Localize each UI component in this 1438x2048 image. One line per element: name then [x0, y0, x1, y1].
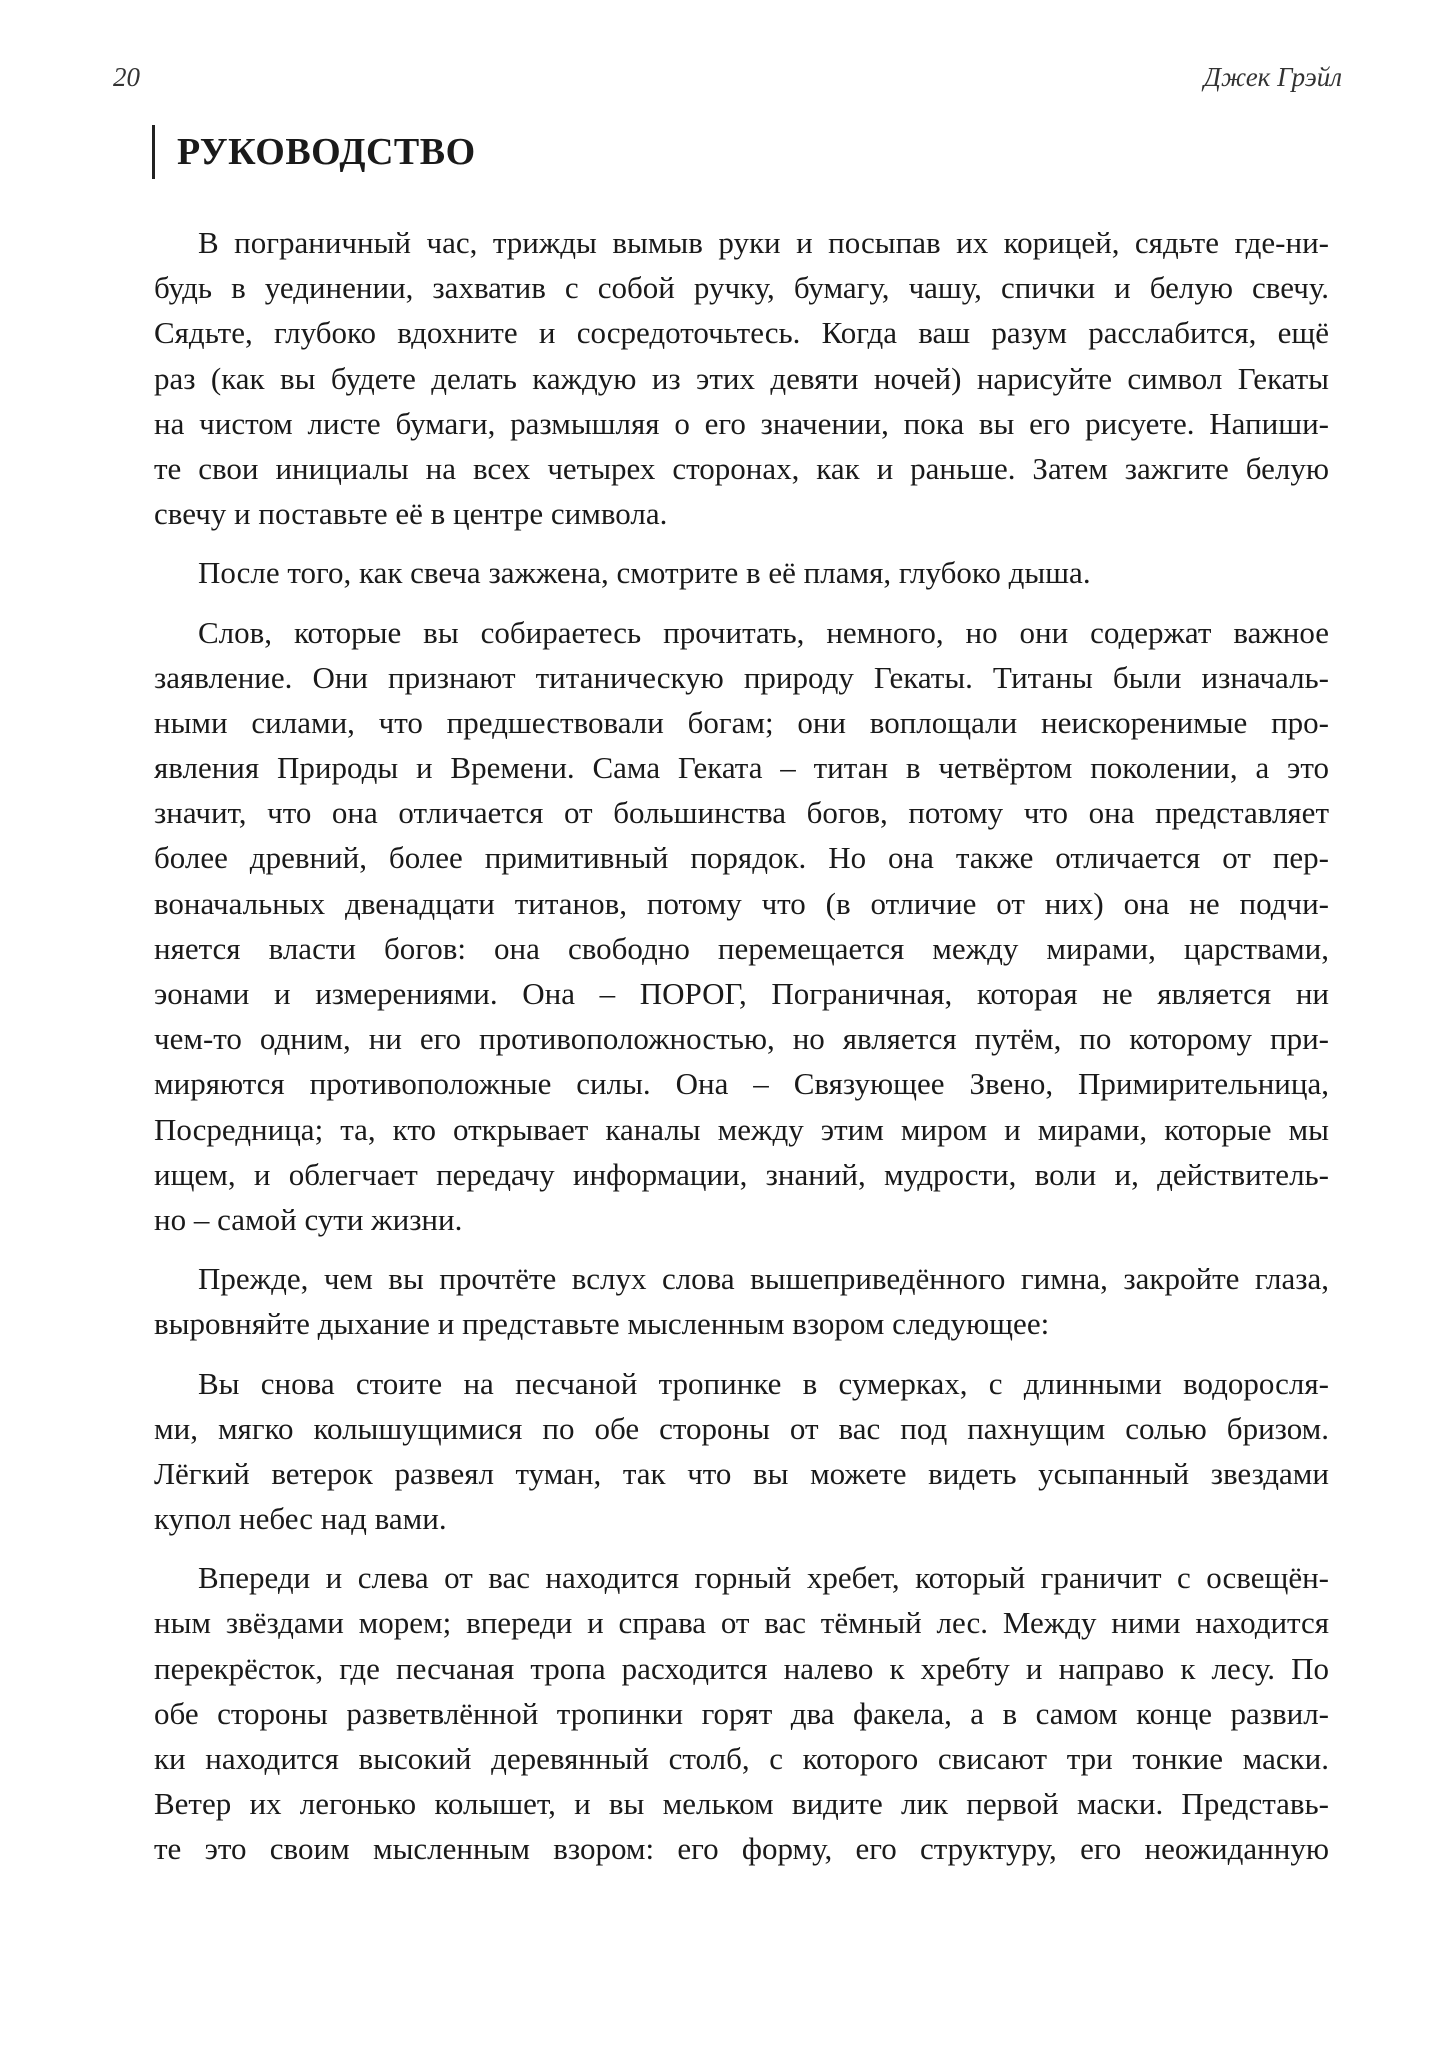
section-title: РУКОВОДСТВО — [177, 131, 476, 173]
text-line: на чистом листе бумаги, размышляя о его значении, пока вы его рисуете. Напиши- — [154, 405, 1329, 441]
paragraph — [154, 220, 1329, 536]
text-line: купол небес над вами. — [154, 1501, 447, 1537]
text-line: Сядьте, глубоко вдохните и сосредоточьтесь. Когда ваш разум расслабится, ещё — [154, 315, 1329, 351]
running-header-author: Джек Грэйл — [1203, 62, 1342, 92]
text-line: те свои инициалы на всех четырех сторонах, как и раньше. Затем зажгите белую — [154, 450, 1329, 486]
body-text — [154, 220, 1329, 1886]
text-line: Слов, которые вы собираетесь прочитать, немного, но они содержат важное — [198, 614, 1329, 650]
text-line: ищем, и облегчает передачу информации, знаний, мудрости, воли и, действитель- — [154, 1156, 1329, 1192]
text-line: Впереди и слева от вас находится горный хребет, который граничит с освещён- — [198, 1560, 1329, 1596]
text-line: явления Природы и Времени. Сама Геката – титан в четвёртом поколении, а это — [154, 750, 1329, 786]
text-line: перекрёсток, где песчаная тропа расходится налево к хребту и направо к лесу. По — [154, 1650, 1329, 1686]
text-line: Вы снова стоите на песчаной тропинке в сумерках, с длинными водоросля- — [198, 1365, 1329, 1401]
text-line: няется власти богов: она свободно перемещается между мирами, царствами, — [154, 930, 1329, 966]
text-line: свечу и поставьте её в центре символа. — [154, 496, 668, 532]
text-line: воначальных двенадцати титанов, потому что (в отличие от них) она не подчи- — [154, 885, 1329, 921]
text-line: выровняйте дыхание и представьте мысленным взором следующее: — [154, 1306, 1050, 1342]
text-line: заявление. Они признают титаническую природу Гекаты. Титаны были изначаль- — [154, 659, 1329, 695]
text-line: Прежде, чем вы прочтёте вслух слова вышеприведённого гимна, закройте глаза, — [198, 1261, 1329, 1297]
text-line: обе стороны разветвлённой тропинки горят два факела, а в самом конце развил- — [154, 1695, 1329, 1731]
text-line: чем-то одним, ни его противоположностью, но является путём, по которому при- — [154, 1021, 1329, 1057]
text-line: раз (как вы будете делать каждую из этих девяти ночей) нарисуйте символ Гекаты — [154, 360, 1329, 396]
text-line: эонами и измерениями. Она – ПОРОГ, Пограничная, которая не является ни — [154, 976, 1329, 1011]
text-line: более древний, более примитивный порядок. Но она также отличается от пер- — [154, 840, 1329, 876]
heading-rule — [152, 125, 155, 179]
section-heading — [152, 122, 476, 182]
paragraph — [154, 550, 1329, 595]
text-line: миряются противоположные силы. Она – Связующее Звено, Примирительница, — [154, 1066, 1329, 1102]
text-line: но – самой сути жизни. — [154, 1201, 463, 1237]
text-line: В пограничный час, трижды вымыв руки и посыпав их корицей, сядьте где-ни- — [198, 225, 1329, 260]
text-line: значит, что она отличается от большинства богов, потому что она представляет — [154, 795, 1329, 831]
text-line: ным звёздами морем; впереди и справа от вас тёмный лес. Между ними находится — [154, 1605, 1329, 1641]
text-line: ми, мягко колышущимися по обе стороны от вас под пахнущим солью бризом. — [154, 1410, 1329, 1446]
text-line: После того, как свеча зажжена, смотрите в её пламя, глубоко дыша. — [198, 555, 1091, 591]
text-line: Лёгкий ветерок развеял туман, так что вы можете видеть усыпанный звездами — [154, 1455, 1329, 1491]
text-line: Ветер их легонько колышет, и вы мельком видите лик первой маски. Представь- — [154, 1786, 1329, 1822]
paragraph — [154, 1361, 1329, 1542]
text-line: Посредница; та, кто открывает каналы между этим миром и мирами, которые мы — [154, 1111, 1329, 1147]
text-line: будь в уединении, захватив с собой ручку, бумагу, чашу, спички и белую свечу. — [154, 270, 1329, 306]
paragraph — [154, 1256, 1329, 1346]
paragraph — [154, 1555, 1329, 1871]
text-line: ными силами, что предшествовали богам; они воплощали неискоренимые про- — [154, 704, 1329, 740]
text-line: ки находится высокий деревянный столб, с которого свисают три тонкие маски. — [154, 1741, 1329, 1776]
page-number: 20 — [113, 62, 140, 92]
text-line: те это своим мысленным взором: его форму, его структуру, его неожиданную — [154, 1831, 1329, 1867]
paragraph — [154, 610, 1329, 1243]
